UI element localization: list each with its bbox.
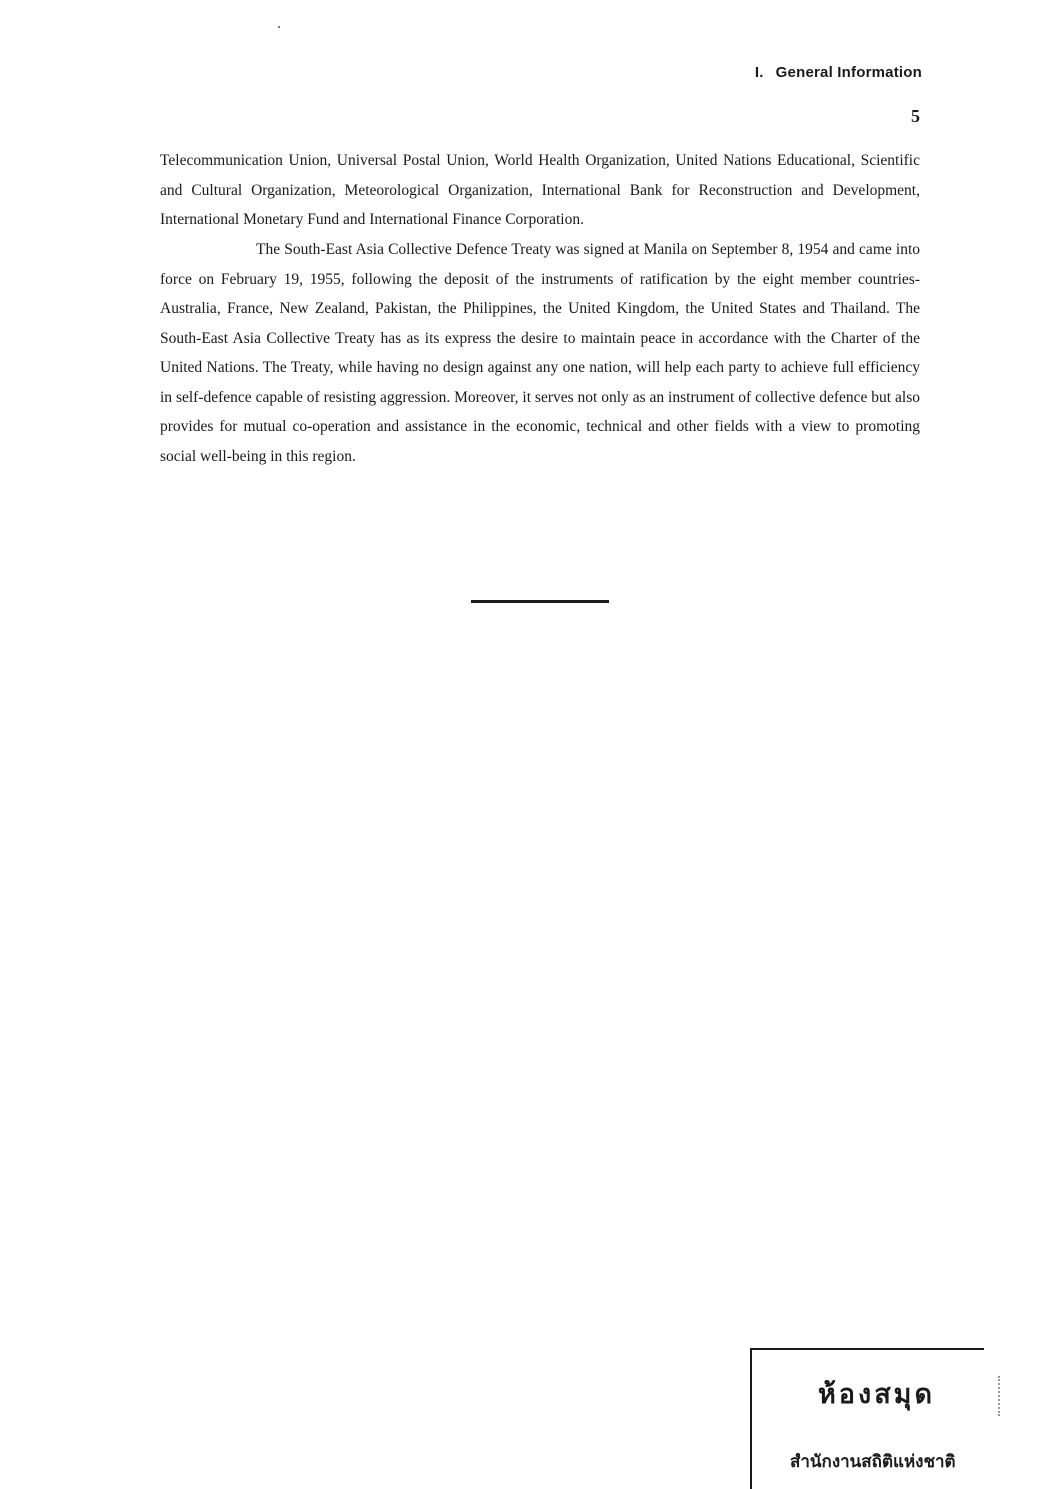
stamp-edge-marks <box>998 1376 1002 1416</box>
paragraph-seato-treaty: The South-East Asia Collective Defence Treaty was signed at Manila on September 8, 1954 and came into force on February 19, 1955, following the deposit of the instruments of ratification by the eight member countries-Australia, France, New Zealand, Pakistan, the Philippines, the United Kingdom, the United States and Thailand. The South-East Asia Collective Treaty has as its express the desire to maintain peace in accordance with the Charter of the United Nations. The Treaty, while having no design against any one nation, will help each party to achieve full efficiency in self-defence capable of resisting aggression. Moreover, it serves not only as an instrument of collective defence but also provides for mutual co-operation and assistance in the economic, technical and other fields with a view to promoting social well-being in this region. <box>160 241 920 465</box>
section-title: General Information <box>775 64 922 81</box>
scan-speck <box>278 26 280 28</box>
page-number: 5 <box>911 106 920 126</box>
library-stamp <box>750 1348 984 1489</box>
stamp-title: ห้องสมุด <box>818 1379 936 1410</box>
body-text <box>160 146 920 471</box>
section-end-rule <box>471 600 609 603</box>
running-head <box>755 64 922 81</box>
paragraph-continued: Telecommunication Union, Universal Postal Union, World Health Organization, United Nations Educational, Scientific and Cultural Organization, Meteorological Organization, International Bank for Reconstruction and Development, International Monetary Fund and International Finance Corporation. <box>160 152 920 228</box>
section-number: I. <box>754 64 764 81</box>
stamp-subtitle: สำนักงานสถิติแห่งชาติ <box>790 1452 956 1472</box>
